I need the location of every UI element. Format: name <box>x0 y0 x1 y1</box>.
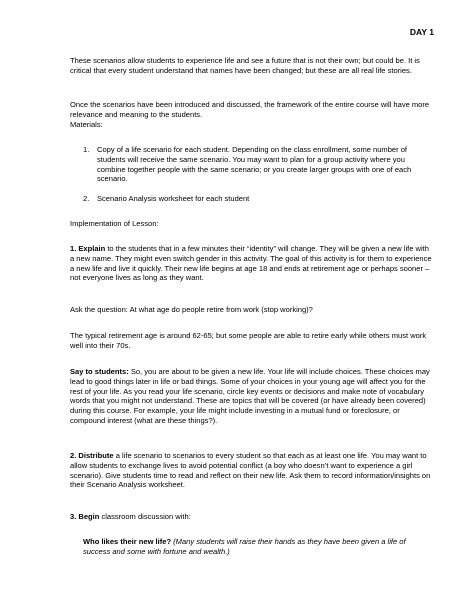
step-3-label: 3. Begin <box>70 512 100 521</box>
step-2-text: a life scenario to scenarios to every student so that each as at least one life. You may want to allow students to exchange lives to avoid potential conflict (a boy who doesn’t want to experience a girl scenario). Give students time to read and reflect on their new life. Ask them to record information/insights on their Scenario Analysis worksheet. <box>70 451 431 490</box>
discussion-note: (Many students will raise their hands as they have been given a life of success and some with fortune and wealth.) <box>83 537 406 556</box>
materials-item-text: Copy of a life scenario for each student. Depending on the class enrollment, some number of students will receive the same scenario. You may want to plan for a group activity where you combine together people with the same scenario; or you create larger groups with one of each scenario. <box>97 145 412 184</box>
materials-heading: Materials: <box>70 120 103 129</box>
framework-paragraph: Once the scenarios have been introduced and discussed, the framework of the entire course will have more relevance and meaning to the students. <box>70 100 430 119</box>
implementation-heading: Implementation of Lesson: <box>70 219 159 228</box>
step-2-paragraph <box>70 451 432 490</box>
say-to-students-paragraph <box>70 367 432 426</box>
step-1-label: 1. Explain <box>70 244 106 253</box>
say-text: So, you are about to be given a new life. Your life will include choices. These choices may lead to good things later in life or bad things. Some of your choices in your young age will affect you for the rest of your life. As you read your life scenario, circle key events or decisions and make note of vocabulary words that you might not understand. These are topics that will be covered (or have already been covered) during this course. For example, your life might include investing in a mutual fund or foreclosure, or compound interest (what are these things?). <box>70 367 430 425</box>
step-1-paragraph <box>70 244 432 283</box>
intro-paragraph: These scenarios allow students to experience life and see a future that is not their own; but could be. It is critical that every student understand that names have been changed; but these are all real life stories. <box>70 56 420 75</box>
question-paragraph: Ask the question: At what age do people retire from work (stop working)? <box>70 305 313 314</box>
discussion-question: Who likes their new life? <box>83 537 172 546</box>
materials-item-number: 1. <box>83 145 90 154</box>
materials-item-text: Scenario Analysis worksheet for each student <box>97 194 250 203</box>
step-2-label: 2. Distribute <box>70 451 114 460</box>
step-3-paragraph <box>70 512 432 522</box>
say-label: Say to students: <box>70 367 129 376</box>
step-1-text: to the students that in a few minutes their “identity” will change. They will be given a new life with a new name. They might even switch gender in this activity. The goal of this activity is for them to experience a new life and live it quickly. Their new life begins at age 18 and ends at retirement age or perhaps sooner – not everyone lives as long as they want. <box>70 244 432 283</box>
materials-item-number: 2. <box>83 194 90 203</box>
retirement-paragraph: The typical retirement age is around 62-65; but some people are able to retire early while others must work well into their 70s. <box>70 331 427 350</box>
discussion-paragraph <box>83 537 432 557</box>
page-label: DAY 1 <box>409 27 434 37</box>
step-3-text: classroom discussion with: <box>99 512 191 521</box>
